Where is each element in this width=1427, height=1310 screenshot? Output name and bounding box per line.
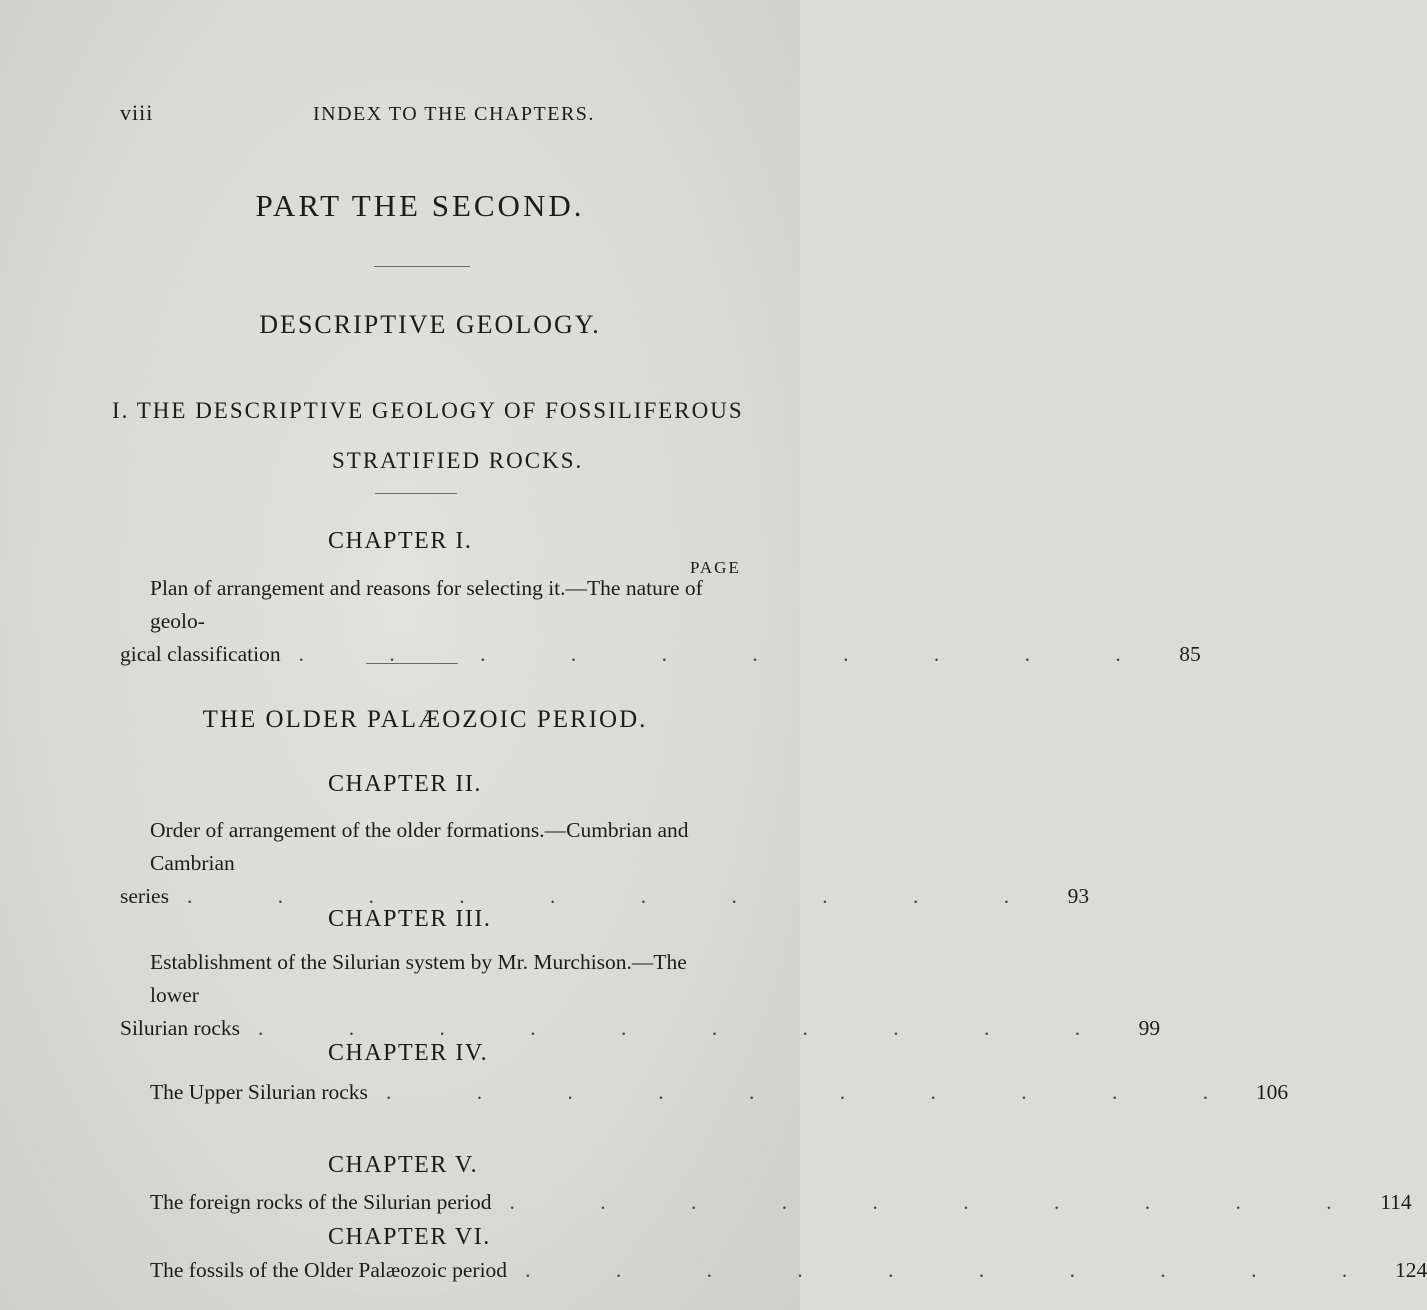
entry-last-line	[120, 638, 1201, 671]
entry-page-number: 124	[1394, 1258, 1427, 1282]
chapter-heading: CHAPTER II.	[328, 771, 482, 797]
subsection-title	[112, 386, 752, 486]
chapter-entry	[150, 1258, 1427, 1283]
chapter-entry	[150, 1080, 1289, 1105]
entry-page-number: 99	[1138, 1016, 1161, 1040]
page-folio: viii	[120, 100, 154, 125]
entry-text-line1: Establishment of the Silurian system by Mr. Murchison.—The lower	[150, 950, 687, 1007]
entry-page-number: 106	[1255, 1080, 1289, 1104]
chapter-heading: CHAPTER VI.	[328, 1224, 491, 1250]
chapter-entry	[150, 1190, 1412, 1215]
part-title: PART THE SECOND.	[255, 188, 585, 223]
divider-rule	[375, 493, 457, 494]
chapter-heading: CHAPTER III.	[328, 906, 492, 932]
leader-dots: . . . . . . . . . .	[509, 1190, 1372, 1214]
subsection-title-line1: I. THE DESCRIPTIVE GEOLOGY OF FOSSILIFEROUS	[112, 398, 744, 423]
chapter-entry	[120, 946, 1161, 1045]
section-title: DESCRIPTIVE GEOLOGY.	[259, 310, 601, 339]
entry-page-number: 85	[1179, 642, 1201, 666]
chapter-entry	[120, 814, 1090, 913]
leader-dots: . . . . . . . . . .	[258, 1016, 1121, 1040]
entry-text-line2: series	[120, 884, 169, 908]
entry-text: The fossils of the Older Palæozoic period	[150, 1258, 508, 1282]
running-head: INDEX TO THE CHAPTERS.	[313, 103, 595, 125]
chapter-heading: CHAPTER I.	[328, 528, 473, 554]
period-title: THE OLDER PALÆOZOIC PERIOD.	[202, 706, 648, 733]
entry-page-number: 114	[1380, 1190, 1412, 1214]
entry-text-line2: Silurian rocks	[120, 1016, 241, 1040]
leader-dots: . . . . . . . . . .	[186, 884, 1050, 908]
chapter-heading: CHAPTER V.	[328, 1152, 479, 1178]
entry-page-number: 93	[1067, 884, 1090, 908]
entry-text-line1: Plan of arrangement and reasons for selecting it.—The nature of geolo-	[150, 576, 703, 633]
page-column-label: PAGE	[690, 558, 741, 577]
chapter-heading: CHAPTER IV.	[328, 1040, 489, 1066]
entry-text-line2: gical classification	[120, 642, 281, 666]
entry-text: The foreign rocks of the Silurian period	[150, 1190, 492, 1214]
entry-text-line1: Order of arrangement of the older formations.—Cumbrian and Cambrian	[150, 818, 689, 875]
leader-dots: . . . . . . . . . .	[298, 642, 1161, 666]
entry-text: The Upper Silurian rocks	[150, 1080, 368, 1104]
divider-rule	[374, 266, 470, 267]
chapter-entry	[120, 572, 1201, 671]
divider-rule	[366, 663, 458, 664]
subsection-title-line2: STRATIFIED ROCKS.	[332, 448, 584, 473]
leader-dots: . . . . . . . . . .	[385, 1080, 1249, 1104]
leader-dots: . . . . . . . . . .	[525, 1258, 1388, 1282]
